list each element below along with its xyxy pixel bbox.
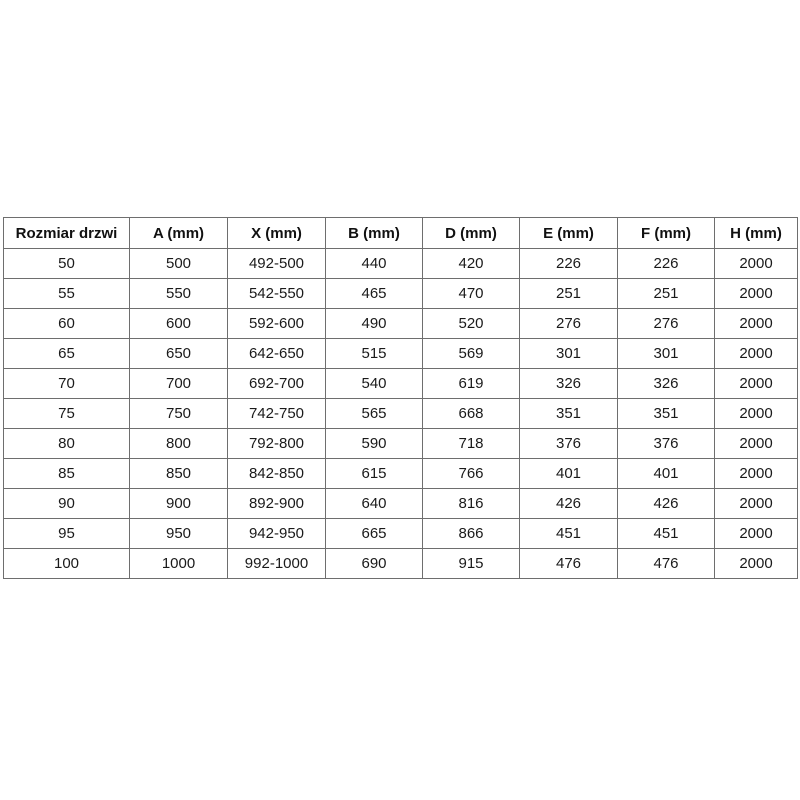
table-cell: 440: [326, 249, 423, 279]
table-cell: 700: [130, 369, 228, 399]
table-cell: 420: [423, 249, 520, 279]
table-cell: 569: [423, 339, 520, 369]
table-cell: 80: [4, 429, 130, 459]
table-cell: 65: [4, 339, 130, 369]
table-cell: 816: [423, 489, 520, 519]
table-cell: 301: [618, 339, 715, 369]
table-cell: 465: [326, 279, 423, 309]
table-row: [4, 369, 798, 399]
table-cell: 866: [423, 519, 520, 549]
table-row: [4, 429, 798, 459]
table-cell: 2000: [715, 429, 798, 459]
table-cell: 842-850: [228, 459, 326, 489]
table-cell: 226: [520, 249, 618, 279]
table-cell: 401: [618, 459, 715, 489]
table-cell: 470: [423, 279, 520, 309]
table-cell: 55: [4, 279, 130, 309]
table-row: [4, 309, 798, 339]
table-cell: 718: [423, 429, 520, 459]
table-cell: 640: [326, 489, 423, 519]
table-header-cell: Rozmiar drzwi: [4, 218, 130, 249]
table-cell: 500: [130, 249, 228, 279]
table-row: [4, 249, 798, 279]
table-cell: 592-600: [228, 309, 326, 339]
table-header-cell: X (mm): [228, 218, 326, 249]
table-header-cell: H (mm): [715, 218, 798, 249]
table-cell: 619: [423, 369, 520, 399]
table-cell: 251: [618, 279, 715, 309]
table-row: [4, 459, 798, 489]
table-cell: 326: [618, 369, 715, 399]
table-cell: 665: [326, 519, 423, 549]
table-cell: 515: [326, 339, 423, 369]
table-cell: 492-500: [228, 249, 326, 279]
table-cell: 301: [520, 339, 618, 369]
table-cell: 90: [4, 489, 130, 519]
table-cell: 615: [326, 459, 423, 489]
table-cell: 2000: [715, 249, 798, 279]
table-cell: 326: [520, 369, 618, 399]
table-header-cell: E (mm): [520, 218, 618, 249]
table-cell: 226: [618, 249, 715, 279]
table-cell: 95: [4, 519, 130, 549]
table-row: [4, 279, 798, 309]
table-cell: 942-950: [228, 519, 326, 549]
table-row: [4, 489, 798, 519]
table-cell: 600: [130, 309, 228, 339]
table-header-cell: D (mm): [423, 218, 520, 249]
table-cell: 376: [520, 429, 618, 459]
table-cell: 2000: [715, 369, 798, 399]
table-cell: 276: [618, 309, 715, 339]
table-cell: 692-700: [228, 369, 326, 399]
table-cell: 426: [520, 489, 618, 519]
table-cell: 542-550: [228, 279, 326, 309]
table-cell: 100: [4, 549, 130, 579]
table-cell: 50: [4, 249, 130, 279]
table-cell: 2000: [715, 519, 798, 549]
table-cell: 2000: [715, 339, 798, 369]
table-cell: 992-1000: [228, 549, 326, 579]
table-cell: 850: [130, 459, 228, 489]
table-head: [4, 218, 798, 249]
table-header-cell: B (mm): [326, 218, 423, 249]
table-cell: 85: [4, 459, 130, 489]
table-cell: 800: [130, 429, 228, 459]
table-row: [4, 399, 798, 429]
table-cell: 351: [520, 399, 618, 429]
table-cell: 540: [326, 369, 423, 399]
table-cell: 792-800: [228, 429, 326, 459]
table-cell: 60: [4, 309, 130, 339]
table-cell: 351: [618, 399, 715, 429]
table-cell: 590: [326, 429, 423, 459]
table-cell: 75: [4, 399, 130, 429]
table-header-row: [4, 218, 798, 249]
table-cell: 915: [423, 549, 520, 579]
table-cell: 451: [520, 519, 618, 549]
table-cell: 490: [326, 309, 423, 339]
table-cell: 251: [520, 279, 618, 309]
table-cell: 650: [130, 339, 228, 369]
table-cell: 2000: [715, 489, 798, 519]
table-cell: 426: [618, 489, 715, 519]
table-cell: 2000: [715, 399, 798, 429]
table-cell: 376: [618, 429, 715, 459]
table-cell: 2000: [715, 279, 798, 309]
table-cell: 900: [130, 489, 228, 519]
table-cell: 476: [520, 549, 618, 579]
table-cell: 401: [520, 459, 618, 489]
table-cell: 1000: [130, 549, 228, 579]
table-cell: 690: [326, 549, 423, 579]
table-cell: 70: [4, 369, 130, 399]
table-body: [4, 249, 798, 579]
table-cell: 642-650: [228, 339, 326, 369]
table-cell: 668: [423, 399, 520, 429]
table-cell: 276: [520, 309, 618, 339]
table-cell: 565: [326, 399, 423, 429]
table-cell: 2000: [715, 549, 798, 579]
table-cell: 950: [130, 519, 228, 549]
table-cell: 2000: [715, 459, 798, 489]
table-header-cell: F (mm): [618, 218, 715, 249]
table-row: [4, 339, 798, 369]
table-cell: 766: [423, 459, 520, 489]
table-cell: 750: [130, 399, 228, 429]
table-cell: 520: [423, 309, 520, 339]
table-row: [4, 549, 798, 579]
table-cell: 451: [618, 519, 715, 549]
table-row: [4, 519, 798, 549]
table-cell: 550: [130, 279, 228, 309]
door-size-table: [3, 217, 798, 579]
table-cell: 892-900: [228, 489, 326, 519]
table-header-cell: A (mm): [130, 218, 228, 249]
table-cell: 742-750: [228, 399, 326, 429]
table-cell: 476: [618, 549, 715, 579]
table-cell: 2000: [715, 309, 798, 339]
